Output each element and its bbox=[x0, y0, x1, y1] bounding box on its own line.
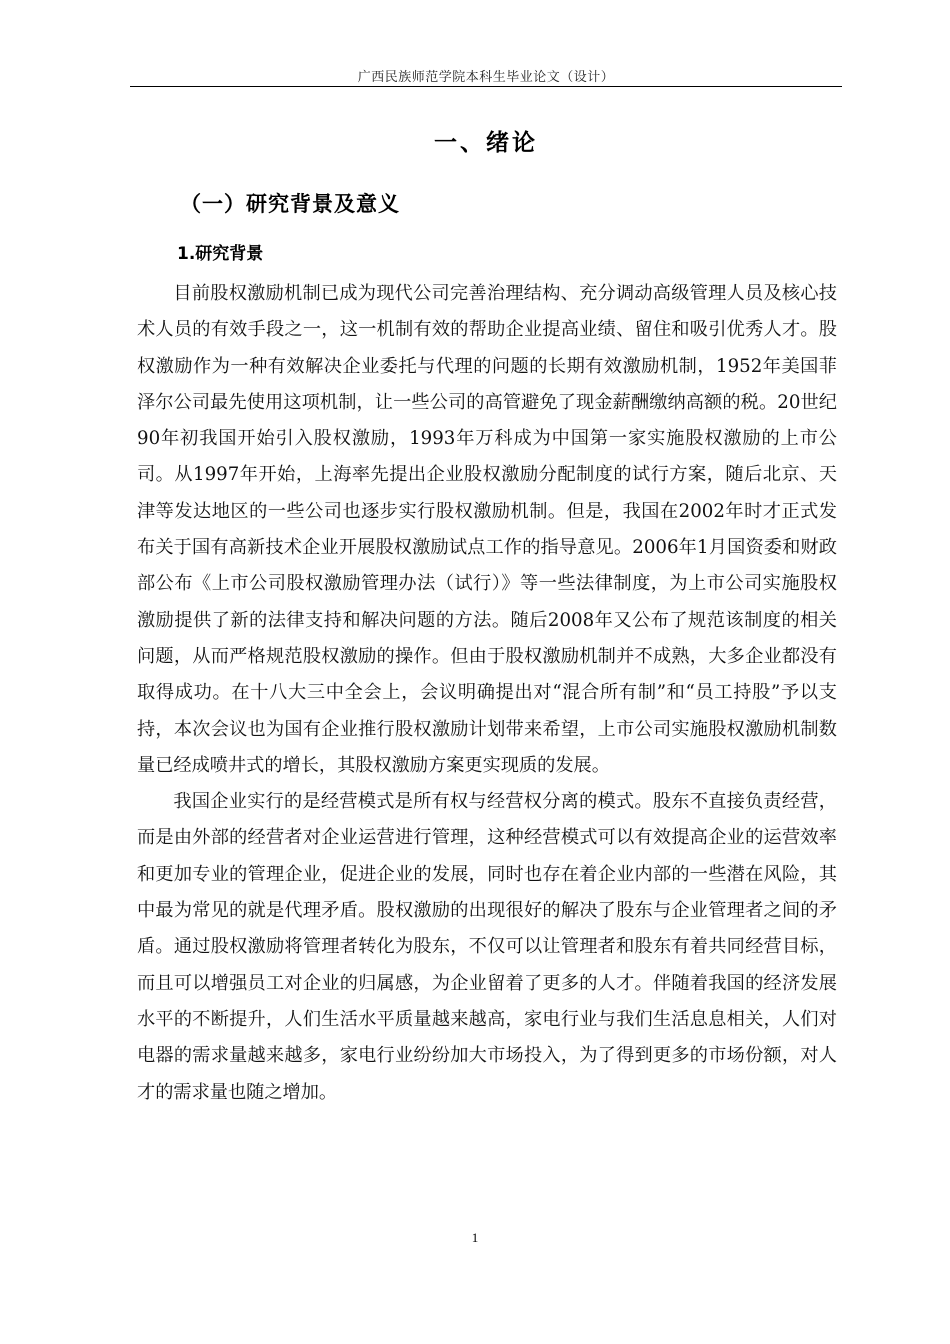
body-text bbox=[137, 276, 837, 1111]
page-number: 1 bbox=[471, 1230, 479, 1245]
paragraph: 我国企业实行的是经营模式是所有权与经营权分离的模式。股东不直接负责经营，而是由外部的经营者对企业运营进行管理，这种经营模式可以有效提高企业的运营效率和更加专业的管理企业，促进企业的发展，同时也存在着企业内部的一些潜在风险，其中最为常见的就是代理矛盾。股权激励的出现很好的解决了股东与企业管理者之间的矛盾。通过股权激励将管理者转化为股东，不仅可以让管理者和股东有着共同经营目标，而且可以增强员工对企业的归属感，为企业留着了更多的人才。伴随着我国的经济发展水平的不断提升，人们生活水平质量越来越高，家电行业与我们生活息息相关，人们对电器的需求量越来越多，家电行业纷纷加大市场投入，为了得到更多的市场份额，对人才的需求量也随之增加。 bbox=[137, 791, 837, 1103]
chapter-title: 一、绪论 bbox=[434, 130, 538, 156]
subsection-title: 1.研究背景 bbox=[177, 244, 264, 264]
section-title: （一）研究背景及意义 bbox=[180, 192, 400, 216]
header-rule bbox=[130, 86, 842, 87]
running-header: 广西民族师范学院本科生毕业论文（设计） bbox=[357, 70, 615, 85]
paragraph: 目前股权激励机制已成为现代公司完善治理结构、充分调动高级管理人员及核心技术人员的有效手段之一，这一机制有效的帮助企业提高业绩、留住和吸引优秀人才。股权激励作为一种有效解决企业委托与代理的问题的长期有效激励机制，1952年美国菲泽尔公司最先使用这项机制，让一些公司的高管避免了现金薪酬缴纳高额的税。20世纪90年初我国开始引入股权激励，1993年万科成为中国第一家实施股权激励的上市公司。从1997年开始，上海率先提出企业股权激励分配制度的试行方案，随后北京、天津等发达地区的一些公司也逐步实行股权激励机制。但是，我国在2002年时才正式发布关于国有高新技术企业开展股权激励试点工作的指导意见。2006年1月国资委和财政部公布《上市公司股权激励管理办法（试行）》等一些法律制度，为上市公司实施股权激励提供了新的法律支持和解决问题的方法。随后2008年又公布了规范该制度的相关问题，从而严格规范股权激励的操作。但由于股权激励机制并不成熟，大多企业都没有取得成功。在十八大三中全会上，会议明确提出对“混合所有制”和“员工持股”予以支持，本次会议也为国有企业推行股权激励计划带来希望，上市公司实施股权激励机制数量已经成喷井式的增长，其股权激励方案更实现质的发展。 bbox=[137, 283, 837, 776]
